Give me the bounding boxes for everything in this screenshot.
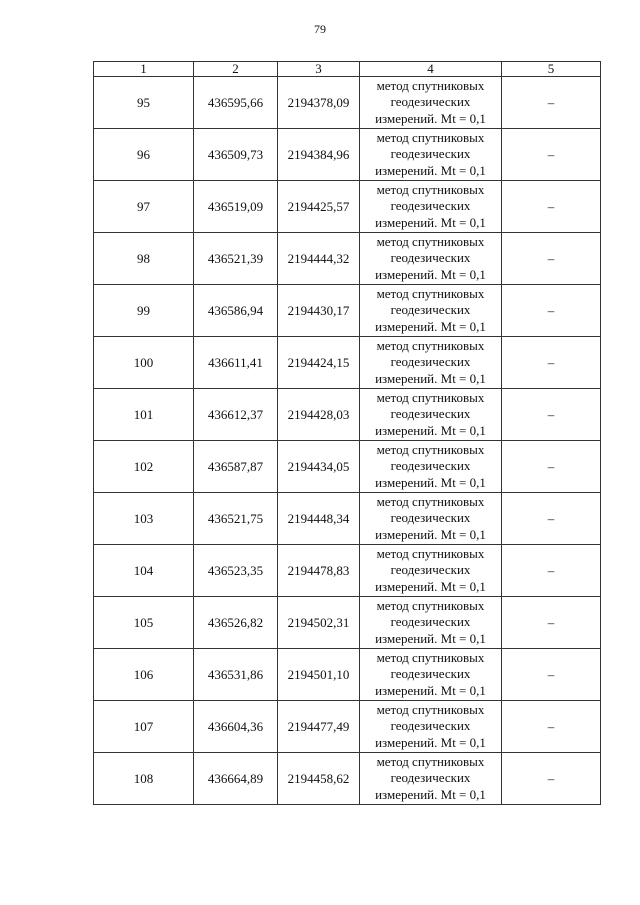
coordinate-x-cell: 436526,82 [194, 597, 278, 649]
coordinate-y-cell: 2194501,10 [278, 649, 360, 701]
note-cell: – [502, 233, 601, 285]
column-header: 4 [360, 62, 502, 77]
coordinate-y-cell: 2194458,62 [278, 753, 360, 805]
method-cell [360, 597, 502, 649]
page-number: 79 [314, 22, 326, 36]
method-cell [360, 649, 502, 701]
point-number-cell: 96 [94, 129, 194, 181]
method-cell [360, 129, 502, 181]
method-line: геодезических [390, 666, 471, 682]
table-row [94, 649, 601, 701]
coordinate-y-cell: 2194424,15 [278, 337, 360, 389]
coordinate-x-cell: 436519,09 [194, 181, 278, 233]
coordinate-y-cell: 2194434,05 [278, 441, 360, 493]
method-line: измерений. Mt = 0,1 [375, 734, 486, 750]
method-line: измерений. Mt = 0,1 [375, 682, 486, 698]
note-cell: – [502, 389, 601, 441]
point-number-cell: 98 [94, 233, 194, 285]
method-line: метод спутниковых [376, 77, 485, 93]
method-cell [360, 233, 502, 285]
method-line: измерений. Mt = 0,1 [375, 786, 486, 802]
coordinate-y-cell: 2194444,32 [278, 233, 360, 285]
method-line: измерений. Mt = 0,1 [375, 318, 486, 334]
note-cell: – [502, 701, 601, 753]
method-line: метод спутниковых [376, 597, 485, 613]
method-cell [360, 493, 502, 545]
note-cell: – [502, 441, 601, 493]
method-line: измерений. Mt = 0,1 [375, 266, 486, 282]
table-row [94, 129, 601, 181]
note-cell: – [502, 597, 601, 649]
table-body [94, 77, 601, 805]
method-cell [360, 389, 502, 441]
method-line: геодезических [390, 562, 471, 578]
method-line: измерений. Mt = 0,1 [375, 214, 486, 230]
coordinate-y-cell: 2194378,09 [278, 77, 360, 129]
method-cell [360, 701, 502, 753]
coordinate-y-cell: 2194478,83 [278, 545, 360, 597]
table-row [94, 337, 601, 389]
method-line: геодезических [390, 614, 471, 630]
point-number-cell: 100 [94, 337, 194, 389]
method-cell [360, 77, 502, 129]
method-line: измерений. Mt = 0,1 [375, 162, 486, 178]
method-line: метод спутниковых [376, 701, 485, 717]
method-cell [360, 337, 502, 389]
method-line: геодезических [390, 510, 471, 526]
method-line: геодезических [390, 250, 471, 266]
coordinate-x-cell: 436604,36 [194, 701, 278, 753]
table-row [94, 701, 601, 753]
note-cell: – [502, 129, 601, 181]
table-row [94, 597, 601, 649]
method-line: геодезических [390, 354, 471, 370]
point-number-cell: 101 [94, 389, 194, 441]
column-header: 3 [278, 62, 360, 77]
method-line: метод спутниковых [376, 753, 485, 769]
table-row [94, 545, 601, 597]
method-line: метод спутниковых [376, 389, 485, 405]
table-row [94, 181, 601, 233]
point-number-cell: 95 [94, 77, 194, 129]
coordinate-y-cell: 2194384,96 [278, 129, 360, 181]
method-line: метод спутниковых [376, 233, 485, 249]
coordinate-x-cell: 436587,87 [194, 441, 278, 493]
note-cell: – [502, 337, 601, 389]
method-cell [360, 753, 502, 805]
coordinate-x-cell: 436664,89 [194, 753, 278, 805]
method-cell [360, 181, 502, 233]
point-number-cell: 102 [94, 441, 194, 493]
coordinates-table [93, 61, 601, 805]
table-row [94, 389, 601, 441]
method-line: геодезических [390, 718, 471, 734]
method-line: метод спутниковых [376, 285, 485, 301]
note-cell: – [502, 753, 601, 805]
method-line: измерений. Mt = 0,1 [375, 526, 486, 542]
point-number-cell: 105 [94, 597, 194, 649]
method-line: геодезических [390, 770, 471, 786]
coordinate-y-cell: 2194425,57 [278, 181, 360, 233]
note-cell: – [502, 493, 601, 545]
method-line: измерений. Mt = 0,1 [375, 110, 486, 126]
coordinate-x-cell: 436611,41 [194, 337, 278, 389]
method-line: геодезических [390, 302, 471, 318]
coordinate-x-cell: 436531,86 [194, 649, 278, 701]
method-line: измерений. Mt = 0,1 [375, 422, 486, 438]
method-line: геодезических [390, 146, 471, 162]
table-row [94, 285, 601, 337]
coordinate-y-cell: 2194502,31 [278, 597, 360, 649]
table-row [94, 441, 601, 493]
column-header: 2 [194, 62, 278, 77]
table-row [94, 493, 601, 545]
table-row [94, 77, 601, 129]
method-line: геодезических [390, 198, 471, 214]
point-number-cell: 106 [94, 649, 194, 701]
note-cell: – [502, 77, 601, 129]
coordinate-x-cell: 436612,37 [194, 389, 278, 441]
note-cell: – [502, 649, 601, 701]
table-row [94, 233, 601, 285]
point-number-cell: 108 [94, 753, 194, 805]
coordinate-x-cell: 436509,73 [194, 129, 278, 181]
method-line: метод спутниковых [376, 545, 485, 561]
method-cell [360, 285, 502, 337]
method-line: измерений. Mt = 0,1 [375, 578, 486, 594]
method-line: геодезических [390, 458, 471, 474]
method-line: метод спутниковых [376, 649, 485, 665]
coordinate-y-cell: 2194477,49 [278, 701, 360, 753]
method-line: измерений. Mt = 0,1 [375, 474, 486, 490]
method-line: геодезических [390, 94, 471, 110]
point-number-cell: 99 [94, 285, 194, 337]
method-line: измерений. Mt = 0,1 [375, 630, 486, 646]
coordinate-x-cell: 436523,35 [194, 545, 278, 597]
note-cell: – [502, 545, 601, 597]
point-number-cell: 107 [94, 701, 194, 753]
method-line: измерений. Mt = 0,1 [375, 370, 486, 386]
method-line: геодезических [390, 406, 471, 422]
method-line: метод спутниковых [376, 337, 485, 353]
coordinate-y-cell: 2194448,34 [278, 493, 360, 545]
coordinate-x-cell: 436521,75 [194, 493, 278, 545]
table-header-row [94, 62, 601, 77]
column-header: 5 [502, 62, 601, 77]
method-line: метод спутниковых [376, 441, 485, 457]
table-row [94, 753, 601, 805]
method-line: метод спутниковых [376, 129, 485, 145]
coordinate-y-cell: 2194430,17 [278, 285, 360, 337]
coordinate-x-cell: 436586,94 [194, 285, 278, 337]
method-cell [360, 441, 502, 493]
method-line: метод спутниковых [376, 493, 485, 509]
method-cell [360, 545, 502, 597]
column-header: 1 [94, 62, 194, 77]
note-cell: – [502, 285, 601, 337]
coordinate-x-cell: 436521,39 [194, 233, 278, 285]
coordinate-x-cell: 436595,66 [194, 77, 278, 129]
coordinate-y-cell: 2194428,03 [278, 389, 360, 441]
method-line: метод спутниковых [376, 181, 485, 197]
point-number-cell: 103 [94, 493, 194, 545]
note-cell: – [502, 181, 601, 233]
point-number-cell: 104 [94, 545, 194, 597]
point-number-cell: 97 [94, 181, 194, 233]
